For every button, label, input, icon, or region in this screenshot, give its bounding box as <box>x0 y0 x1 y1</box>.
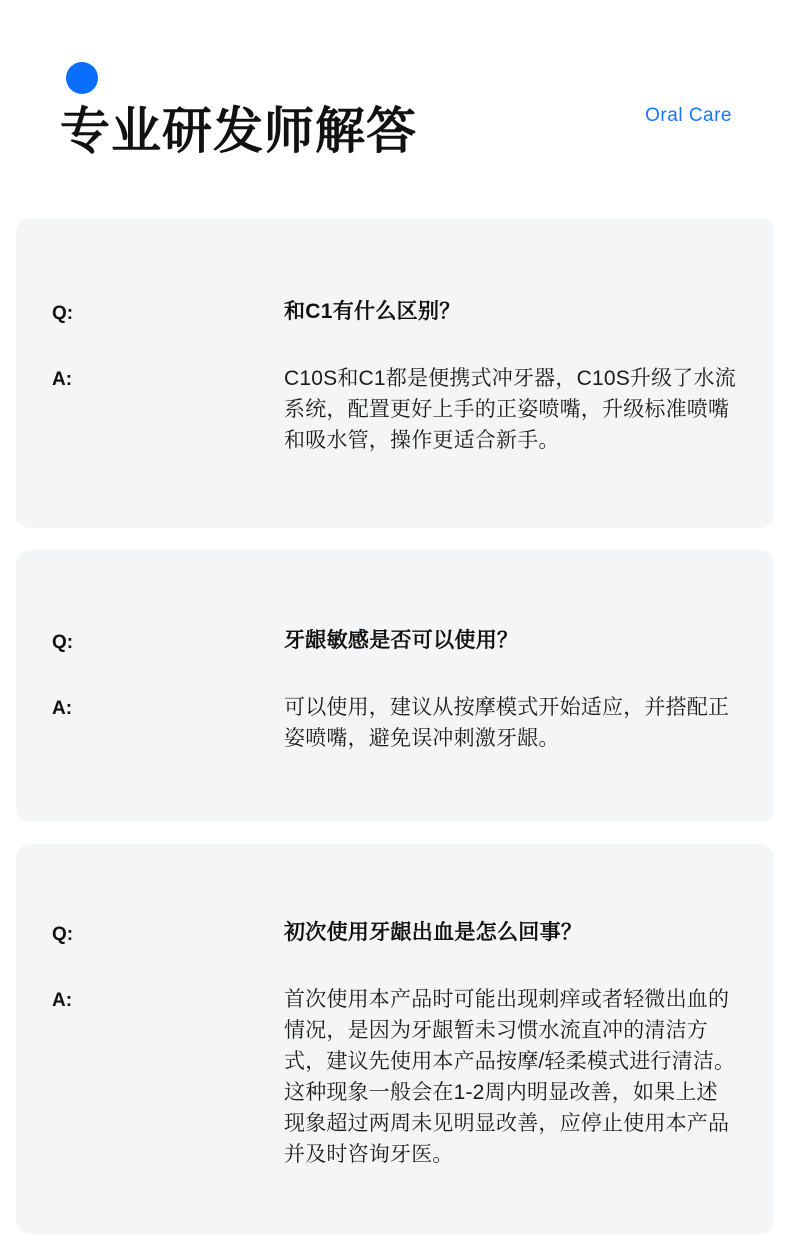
blue-dot-decoration <box>66 62 98 94</box>
answer-marker: A: <box>52 368 73 390</box>
question-marker: Q: <box>52 302 74 324</box>
faq-question-text: 和C1有什么区别？ <box>284 299 461 323</box>
faq-answer-row <box>52 363 738 456</box>
faq-answer-text: C10S和C1都是便携式冲牙器，C10S升级了水流系统，配置更好上手的正姿喷嘴，升级标准喷嘴和吸水管，操作更适合新手。 <box>284 366 736 452</box>
faq-card <box>16 844 774 1234</box>
answer-marker: A: <box>52 990 73 1011</box>
faq-question-row <box>52 918 738 950</box>
faq-list <box>16 218 774 1256</box>
faq-answer-row <box>52 984 738 1170</box>
faq-question-row <box>52 626 738 658</box>
page-title: 专业研发师解答 <box>60 103 417 159</box>
faq-card <box>16 218 774 528</box>
question-marker: Q: <box>52 632 74 653</box>
faq-answer-text: 首次使用本产品时可能出现刺痒或者轻微出血的情况，是因为牙龈暂未习惯水流直冲的清洁方式，建议先使用本产品按摩/轻柔模式进行清洁。这种现象一般会在1-2周内明显改善，如果上述现象超过两周未见明显改善，应停止使用本产品并及时咨询牙医。 <box>284 988 736 1166</box>
faq-question-row <box>52 297 738 329</box>
faq-answer-row <box>52 692 738 754</box>
question-marker: Q: <box>52 924 74 945</box>
answer-marker: A: <box>52 698 73 719</box>
brand-label: Oral Care <box>645 105 732 126</box>
faq-card <box>16 550 774 822</box>
faq-question-text: 初次使用牙龈出血是怎么回事？ <box>284 921 583 944</box>
faq-answer-text: 可以使用，建议从按摩模式开始适应，并搭配正姿喷嘴，避免误冲刺激牙龈。 <box>284 696 730 750</box>
faq-question-text: 牙龈敏感是否可以使用？ <box>284 629 519 652</box>
